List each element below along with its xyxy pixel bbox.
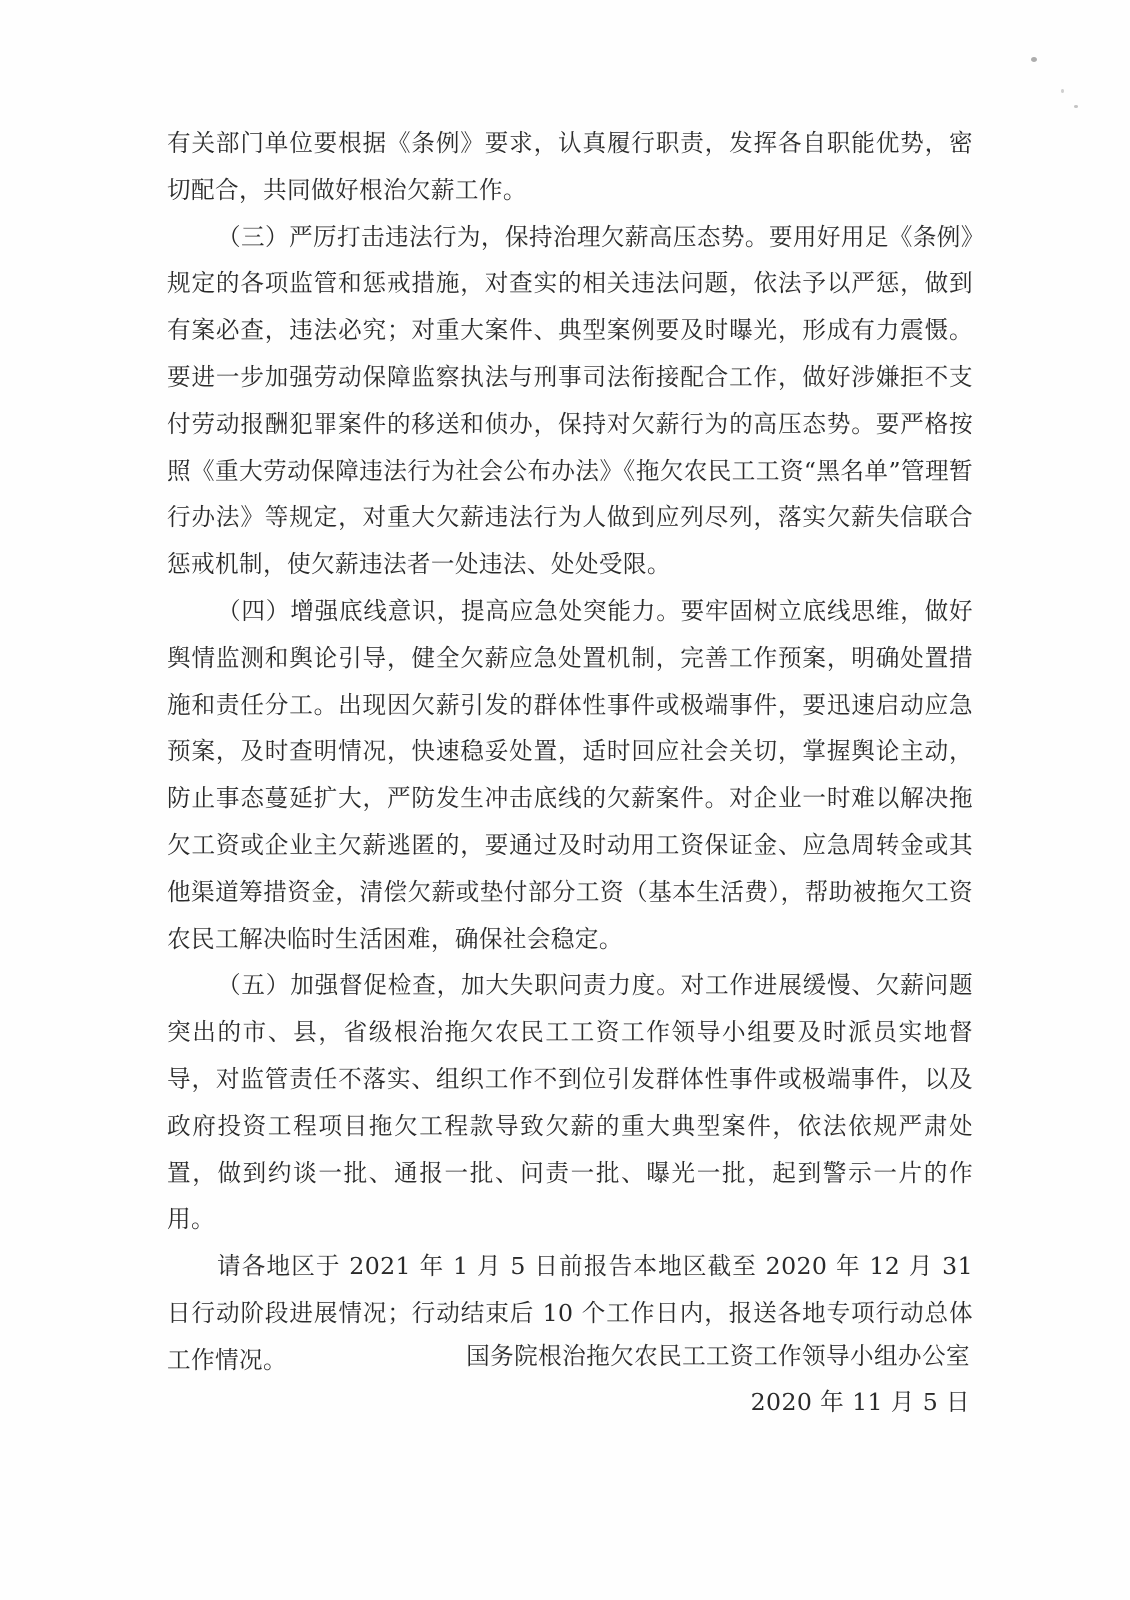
paragraph-section-5: （五）加强督促检查，加大失职问责力度。对工作进展缓慢、欠薪问题突出的市、县，省级根治拖欠农民工工资工作领导小组要及时派员实地督导，对监管责任不落实、组织工作不到位引发群体性事件或极端事件，以及政府投资工程项目拖欠工程款导致欠薪的重大典型案件，依法依规严肃处置，做到约谈一批、通报一批、问责一批、曝光一批，起到警示一片的作用。 — [167, 971, 973, 1234]
paragraph-section-3: （三）严厉打击违法行为，保持治理欠薪高压态势。要用好用足《条例》规定的各项监管和惩戒措施，对查实的相关违法问题，依法予以严惩，做到有案必查，违法必究；对重大案件、典型案例要及时曝光，形成有力震慑。要进一步加强劳动保障监察执法与刑事司法衔接配合工作，做好涉嫌拒不支付劳动报酬犯罪案件的移送和侦办，保持对欠薪行为的高压态势。要严格按照《重大劳动保障违法行为社会公布办法》《拖欠农民工工资“黑名单”管理暂行办法》等规定，对重大欠薪违法行为人做到应列尽列，落实欠薪失信联合惩戒机制，使欠薪违法者一处违法、处处受限。 — [167, 222, 973, 579]
issue-date: 2020 年 11 月 5 日 — [750, 1388, 970, 1416]
scan-speck — [1031, 57, 1037, 62]
paragraph-continuation: 有关部门单位要根据《条例》要求，认真履行职责，发挥各自职能优势，密切配合，共同做好根治欠薪工作。 — [167, 129, 973, 204]
scan-speck — [1061, 89, 1064, 93]
issuing-organization: 国务院根治拖欠农民工工资工作领导小组办公室 — [466, 1342, 970, 1370]
scan-speck — [1074, 105, 1078, 108]
paragraph-reporting-request: 请各地区于 2021 年 1 月 5 日前报告本地区截至 2020 年 12 月 31 日行动阶段进展情况；行动结束后 10 个工作日内，报送各地专项行动总体工作情况。 — [167, 1252, 973, 1374]
document-body — [167, 120, 973, 1384]
signature-block — [466, 1333, 970, 1425]
paragraph-section-4: （四）增强底线意识，提高应急处突能力。要牢固树立底线思维，做好舆情监测和舆论引导，健全欠薪应急处置机制，完善工作预案，明确处置措施和责任分工。出现因欠薪引发的群体性事件或极端事件，要迅速启动应急预案，及时查明情况，快速稳妥处置，适时回应社会关切，掌握舆论主动，防止事态蔓延扩大，严防发生冲击底线的欠薪案件。对企业一时难以解决拖欠工资或企业主欠薪逃匿的，要通过及时动用工资保证金、应急周转金或其他渠道筹措资金，清偿欠薪或垫付部分工资（基本生活费），帮助被拖欠工资农民工解决临时生活困难，确保社会稳定。 — [167, 596, 973, 953]
